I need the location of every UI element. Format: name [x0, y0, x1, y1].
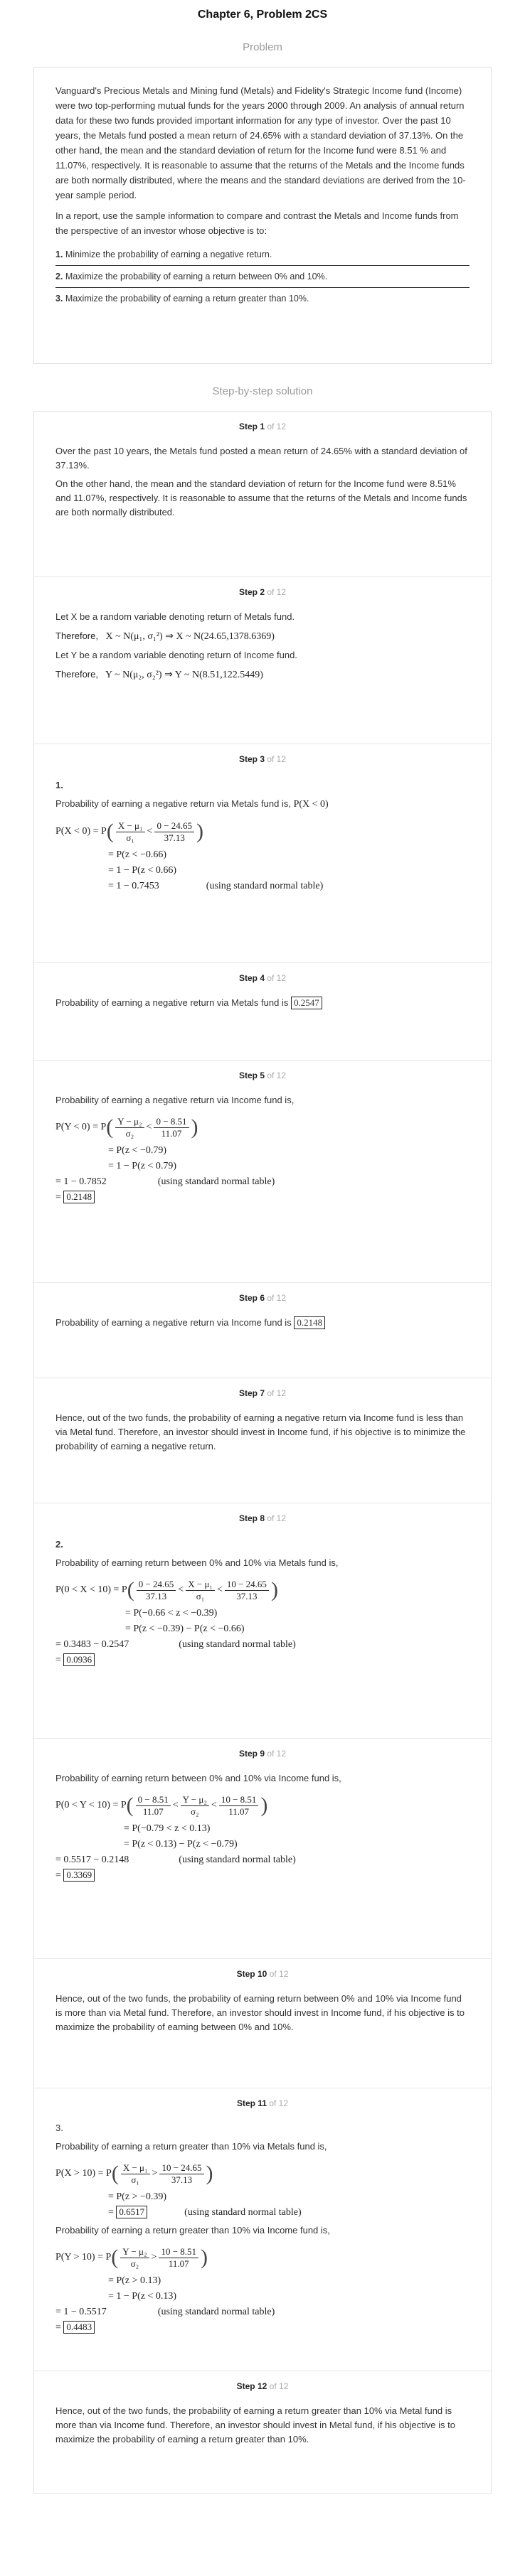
math-line: [55, 1574, 470, 1606]
objective-number: 2.: [55, 272, 63, 281]
math-line: = 1 − P(z < 0.79): [108, 1161, 177, 1171]
math-expr: = 1 − 0.7453: [108, 881, 159, 891]
step-8: [34, 1503, 491, 1738]
objective-text: Minimize the probability of earning a negative return.: [65, 249, 272, 259]
step-text: [55, 1316, 470, 1330]
math-line: [55, 667, 470, 682]
math-expr: P(0 < X < 10) = P: [55, 1584, 127, 1595]
math-line: = 1 − P(z < 0.66): [108, 865, 177, 876]
paren-open: (: [106, 820, 114, 843]
math-line: = P(z < −0.79): [108, 1145, 167, 1156]
math-operator: <: [211, 1800, 217, 1810]
fraction: [159, 2162, 203, 2186]
math-note: (using standard normal table): [179, 1639, 296, 1650]
step-header: [55, 2378, 470, 2394]
denominator: σ₁: [131, 2174, 139, 2185]
step-number: 5: [260, 1070, 265, 1080]
numerator: 10 − 8.51: [219, 1794, 259, 1806]
numerator: 0 − 8.51: [136, 1794, 171, 1806]
step-text: [55, 996, 470, 1010]
paren-open: (: [111, 2245, 119, 2269]
math-operator: <: [216, 1584, 223, 1595]
step-text: Over the past 10 years, the Metals fund posted a mean return of 24.65% with a standard deviation of 37.13%.: [55, 446, 467, 471]
math-expr: P(Y < 0) = P: [55, 1122, 107, 1132]
paren-open: (: [127, 1578, 134, 1601]
math-line: = P(z < −0.66): [108, 849, 167, 860]
math-operator: >: [152, 2168, 158, 2179]
math-inline: P(X < 0): [293, 799, 329, 810]
math-expr: P(Y > 10) = P: [55, 2252, 112, 2263]
math-line: = 0.0936: [55, 1653, 470, 1668]
step-header: [55, 1966, 470, 1982]
step-label: Step: [236, 2098, 255, 2108]
math-operator: >: [151, 2252, 157, 2263]
numerator: Y − μ₂: [181, 1794, 209, 1806]
step-text: Probability of earning a return greater than 10% via Income fund is,: [55, 2225, 330, 2236]
math-line: [55, 628, 470, 644]
math-line: = P(−0.66 < z < −0.39): [125, 1608, 218, 1619]
step-label: Step: [238, 1388, 258, 1398]
fraction: [116, 820, 145, 844]
step-of: of 12: [267, 1749, 287, 1759]
paren-close: ): [260, 1793, 268, 1817]
step-text-body: Probability of earning a negative return via Income fund is: [55, 1317, 292, 1328]
fraction: [120, 2246, 149, 2270]
paren-open: (: [111, 2162, 119, 2185]
step-of: of 12: [267, 1293, 287, 1303]
numerator: X − μ₁: [186, 1579, 215, 1591]
math-line: [55, 1852, 470, 1868]
step-header: [55, 1068, 470, 1083]
objective-number: 1.: [55, 249, 63, 259]
numerator: Y − μ₂: [115, 1116, 144, 1128]
step-text: Probability of earning return between 0% and 10% via Income fund is,: [55, 1773, 341, 1783]
paren-close: ): [196, 820, 204, 843]
step-of: of 12: [267, 1388, 287, 1398]
step-of: of 12: [267, 587, 287, 597]
numerator: X − μ₁: [121, 2162, 150, 2174]
step-number: 2: [260, 587, 265, 597]
step-label: Step: [238, 1513, 258, 1523]
step-2: [34, 576, 491, 744]
objective-text: Maximize the probability of earning a return between 0% and 10%.: [65, 272, 328, 281]
answer-box: 0.6517: [116, 2206, 147, 2218]
answer-box: 0.4483: [63, 2321, 95, 2334]
math-line: [55, 879, 470, 894]
answer-box: 0.2547: [291, 997, 322, 1009]
step-4: [34, 962, 491, 1060]
step-7: [34, 1378, 491, 1503]
step-of: of 12: [269, 1969, 289, 1979]
step-label: Step: [238, 1070, 258, 1080]
denominator: 11.07: [228, 1805, 249, 1817]
step-1: [34, 412, 491, 576]
math-expr: = 0.5517 − 0.2148: [55, 1855, 129, 1865]
step-12: [34, 2371, 491, 2493]
denominator: σ₂: [191, 1805, 199, 1817]
math-line: [55, 1112, 470, 1143]
fraction: [225, 1579, 269, 1602]
denominator: 11.07: [161, 1127, 182, 1139]
step-label: Step: [238, 422, 258, 431]
numerator: X − μ₁: [116, 820, 145, 832]
objective-number: 3.: [55, 294, 63, 304]
paren-close: ): [270, 1578, 278, 1601]
step-11: [34, 2088, 491, 2371]
math-note: (using standard normal table): [206, 881, 324, 891]
step-text: Probability of earning a negative return via Income fund is,: [55, 1095, 295, 1105]
step-label: Step: [238, 754, 258, 764]
step-of: of 12: [269, 2381, 289, 2391]
denominator: 37.13: [164, 832, 185, 843]
numerator: Y − μ₂: [120, 2246, 149, 2258]
step-text-body: Probability of earning a negative return via Metals fund is: [55, 997, 289, 1008]
part-number: 1.: [55, 780, 63, 790]
math-note: (using standard normal table): [157, 2307, 275, 2317]
numerator: 0 − 8.51: [154, 1116, 189, 1128]
step-6: [34, 1282, 491, 1378]
step-header: [55, 1385, 470, 1401]
page: [0, 7, 525, 2494]
step-header: [55, 1290, 470, 1306]
fraction: [181, 1794, 209, 1818]
step-of: of 12: [269, 2098, 289, 2108]
problem-heading: Problem: [243, 41, 282, 53]
math-operator: <: [178, 1584, 184, 1595]
objective-text: Maximize the probability of earning a return greater than 10%.: [65, 294, 309, 304]
step-5: [34, 1060, 491, 1282]
step-text: Hence, out of the two funds, the probability of earning a negative return via Income fund is less than via Metal fund. Therefore, an investor should invest in Income fund, if his objective is to minimize the probability of earning a negative return.: [55, 1412, 466, 1451]
paren-open: (: [126, 1793, 134, 1817]
step-label: Step: [236, 1969, 255, 1979]
math-note: (using standard normal table): [179, 1855, 296, 1865]
denominator: σ₁: [196, 1590, 205, 1601]
step-label: Step: [236, 2381, 255, 2391]
step-of: of 12: [267, 1070, 287, 1080]
step-number: 7: [260, 1388, 265, 1398]
answer-box: 0.2148: [294, 1316, 325, 1329]
fraction: [219, 1794, 259, 1818]
step-number: 10: [257, 1969, 267, 1979]
step-header: [55, 419, 470, 434]
solution-heading: Step-by-step solution: [212, 385, 313, 397]
step-number: 6: [260, 1293, 265, 1303]
step-text: [55, 797, 470, 812]
math-line: [55, 1174, 470, 1190]
math-line: = 0.4483: [55, 2320, 470, 2336]
denominator: σ₂: [130, 2258, 139, 2269]
step-text: On the other hand, the mean and the standard deviation of return for the Income fund were 8.51% and 11.07%, respectively. It is reasonable to assume that the returns of the Metals and Income funds are both normally distributed.: [55, 478, 467, 517]
math-line: [55, 2304, 470, 2320]
paren-close: ): [191, 1115, 198, 1139]
answer-box: 0.2148: [63, 1191, 95, 1203]
step-header: [55, 1510, 470, 1526]
denominator: σ₁: [126, 832, 134, 843]
steps-container: [33, 411, 492, 2494]
math-line: = P(z < 0.13) − P(z < −0.79): [124, 1839, 238, 1850]
math-line: = P(z > 0.13): [108, 2275, 161, 2286]
step-label: Step: [238, 973, 258, 983]
step-number: 12: [257, 2381, 267, 2391]
step-number: 8: [260, 1513, 265, 1523]
numerator: 10 − 8.51: [159, 2246, 198, 2258]
step-text: Hence, out of the two funds, the probability of earning return between 0% and 10% via Income fund is more than via Metal fund. Therefore, an investor should invest in Income fund, if his objective is to maximize the probability of earning between 0% and 10%.: [55, 1993, 465, 2032]
denominator: 37.13: [145, 1590, 167, 1601]
part-number: 3.: [55, 2122, 63, 2133]
math-operator: =: [108, 2207, 114, 2218]
step-number: 1: [260, 422, 265, 431]
fraction: [121, 2162, 150, 2186]
step-number: 9: [260, 1749, 265, 1759]
math-expr: = 0.3483 − 0.2547: [55, 1639, 129, 1650]
step-label: Step: [238, 587, 258, 597]
objective-item: [55, 266, 470, 288]
math-operator: <: [146, 1122, 152, 1132]
step-of: of 12: [267, 754, 287, 764]
math-line: [55, 1637, 470, 1653]
paren-open: (: [106, 1115, 114, 1139]
objective-item: [55, 244, 470, 266]
step-of: of 12: [267, 422, 287, 431]
math-line: [55, 816, 470, 847]
math-note: (using standard normal table): [157, 1176, 275, 1187]
fraction: [136, 1794, 171, 1818]
numerator: 10 − 24.65: [159, 2162, 203, 2174]
answer-box: 0.0936: [63, 1653, 95, 1666]
math-expr: = 1 − 0.7852: [55, 1176, 107, 1187]
step-header: [55, 751, 470, 767]
math-note: (using standard normal table): [184, 2207, 302, 2218]
math-expr: P(X < 0) = P: [55, 826, 107, 837]
math-expr: X ~ N(μ₁, σ₁²) ⇒ X ~ N(24.65,1378.6369): [105, 631, 275, 642]
step-header: [55, 1746, 470, 1761]
step-label: Step: [238, 1293, 258, 1303]
step-number: 4: [260, 973, 265, 983]
fraction: [186, 1579, 215, 1602]
denominator: 11.07: [168, 2258, 189, 2269]
math-expr: Y ~ N(μ₂, σ₂²) ⇒ Y ~ N(8.51,122.5449): [105, 670, 263, 680]
denominator: σ₂: [125, 1127, 134, 1139]
step-text: Probability of earning return between 0% and 10% via Metals fund is,: [55, 1557, 339, 1568]
math-line: = 0.2148: [55, 1190, 470, 1206]
math-operator: <: [147, 826, 153, 837]
step-header: [55, 2095, 470, 2111]
step-number: 3: [260, 754, 265, 764]
denominator: 11.07: [142, 1805, 164, 1817]
math-label: Therefore,: [55, 669, 98, 680]
math-label: Therefore,: [55, 630, 98, 641]
step-text-body: Probability of earning a negative return via Metals fund is,: [55, 798, 291, 809]
step-number: 11: [258, 2098, 267, 2108]
math-expr: P(X > 10) = P: [55, 2168, 112, 2179]
step-text: Let X be a random variable denoting return of Metals fund.: [55, 611, 295, 622]
answer-box: 0.3369: [63, 1869, 95, 1882]
step-of: of 12: [267, 1513, 287, 1523]
denominator: 37.13: [171, 2174, 193, 2185]
problem-paragraph: Vanguard's Precious Metals and Mining fund (Metals) and Fidelity's Strategic Income fund (Income) were two top-performing mutual funds for the years 2000 through 2009. An analysis of annual return data for these two funds provided important information for any type of investor. Over the past 10 years, the Metals fund posted a mean return of 24.65% with a standard deviation of 37.13%. On the other hand, the mean and the standard deviation of return for the Income fund were 8.51 % and 11.07%, respectively. It is reasonable to assume that the returns of the Metals and the Income funds are both normally distributed, where the means and the standard deviations are derived from the 10-year sample period.: [55, 85, 466, 200]
step-10: [34, 1958, 491, 2088]
math-expr: = 1 − 0.5517: [55, 2307, 107, 2317]
step-text: Hence, out of the two funds, the probability of earning a return greater than 10% via Metal fund is more than via Income fund. Therefore, an investor should invest in Metal fund, if his objective is to maximize the probability of earning a return greater than 10%.: [55, 2405, 455, 2444]
part-number: 2.: [55, 1539, 63, 1550]
step-label: Step: [238, 1749, 258, 1759]
paren-close: ): [201, 2245, 208, 2269]
problem-paragraph: In a report, use the sample information to compare and contrast the Metals and Income funds from the perspective of an investor whose objective is to:: [55, 210, 459, 236]
math-line: [55, 2242, 470, 2273]
math-line: = 1 − P(z < 0.13): [108, 2291, 177, 2302]
fraction: [137, 1579, 176, 1602]
math-line: [55, 2205, 470, 2221]
fraction: [154, 820, 194, 844]
numerator: 10 − 24.65: [225, 1579, 269, 1591]
fraction: [115, 1116, 144, 1139]
step-of: of 12: [267, 973, 287, 983]
math-operator: <: [172, 1800, 179, 1810]
fraction: [159, 2246, 198, 2270]
numerator: 0 − 24.65: [154, 820, 194, 832]
math-line: [55, 1790, 470, 1821]
step-header: [55, 584, 470, 600]
step-text: Probability of earning a return greater than 10% via Metals fund is,: [55, 2141, 327, 2152]
math-expr: P(0 < Y < 10) = P: [55, 1800, 127, 1810]
chapter-title: Chapter 6, Problem 2CS: [197, 9, 328, 21]
math-line: = P(z > −0.39): [108, 2191, 167, 2202]
math-line: = P(z < −0.39) − P(z < −0.66): [125, 1624, 245, 1634]
numerator: 0 − 24.65: [137, 1579, 176, 1591]
step-header: [55, 970, 470, 986]
fraction: [154, 1116, 189, 1139]
math-line: = 0.3369: [55, 1868, 470, 1884]
problem-card: [33, 67, 492, 364]
denominator: 37.13: [236, 1590, 258, 1601]
paren-close: ): [206, 2162, 213, 2185]
step-3: [34, 744, 491, 962]
objective-item: [55, 288, 470, 309]
math-line: [55, 2158, 470, 2189]
step-9: [34, 1738, 491, 1958]
step-text: Let Y be a random variable denoting return of Income fund.: [55, 650, 297, 660]
math-line: = P(−0.79 < z < 0.13): [124, 1823, 211, 1834]
